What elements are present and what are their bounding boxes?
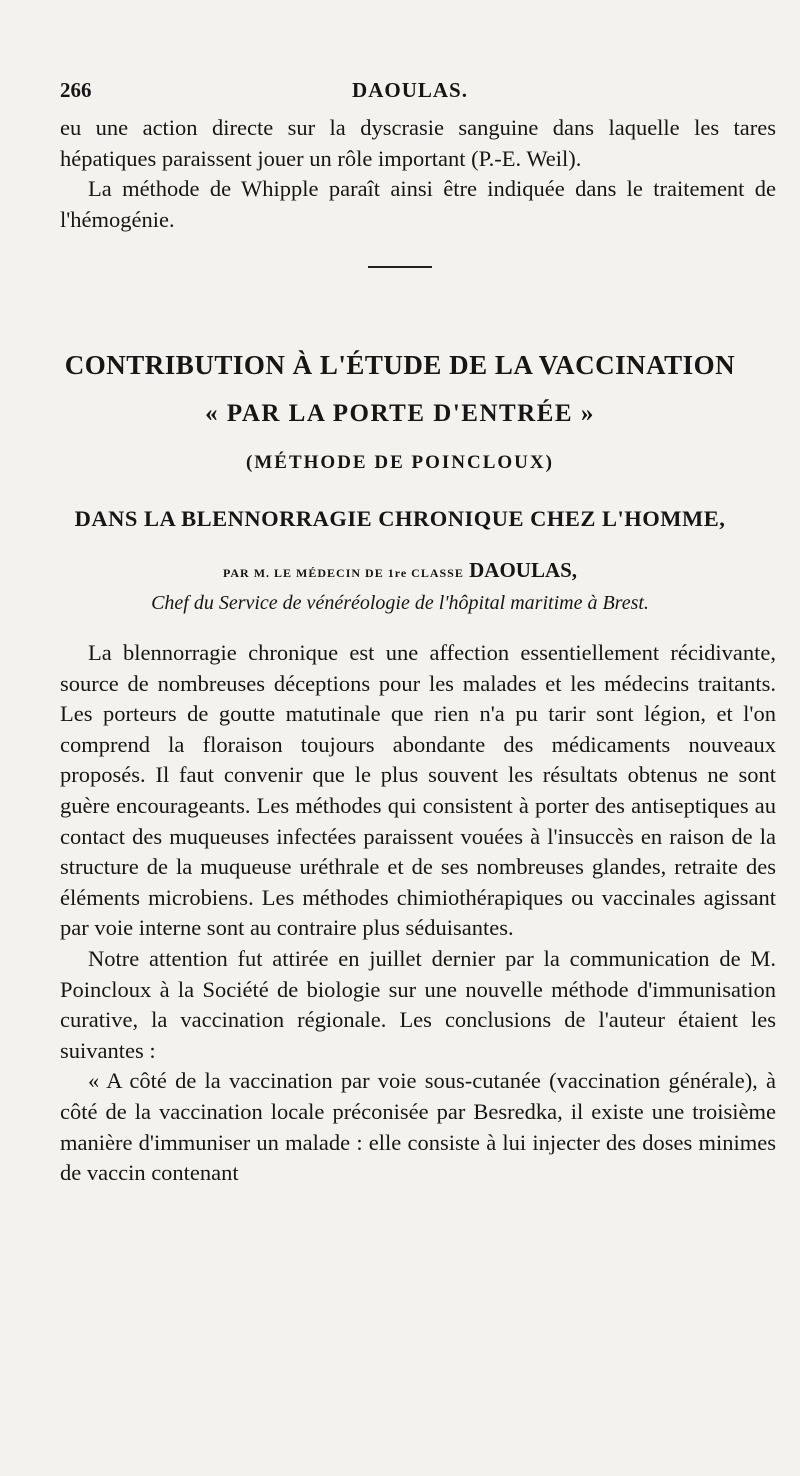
section-divider [368, 266, 432, 268]
body-paragraph: « A côté de la vaccination par voie sous-cutanée (vaccination générale), à côté de la vaccination locale préconisée par Besredka, il existe une troisième manière d'immuniser un malade : elle consiste à lui injecter des doses minimes de vaccin contenant [60, 1068, 776, 1186]
continuation-paragraph: La méthode de Whipple paraît ainsi être indiquée dans le traitement de l'hémogénie. [60, 176, 776, 232]
body-paragraph: Notre attention fut attirée en juillet dernier par la communication de M. Poincloux à la Société de biologie sur une nouvelle méthode d'immunisation curative, la vaccination régionale. Les conclusions de l'auteur étaient les suivantes : [60, 945, 776, 1063]
article-title-line-4: DANS LA BLENNORRAGIE CHRONIQUE CHEZ L'HOMME, [74, 506, 726, 531]
author-name: DAOULAS, [469, 558, 578, 582]
article-body [60, 638, 776, 1189]
body-paragraph: La blennorragie chronique est une affection essentiellement récidivante, source de nombreuses déceptions pour les malades et les médecins traitants. Les porteurs de goutte matutinale que rien n'a pu tarir sont légion, et l'on comprend la floraison toujours abondante des médicaments nouveaux proposés. Il faut convenir que le plus souvent les résultats obtenus ne sont guère encourageants. Les méthodes qui consistent à porter des antiseptiques au contact des muqueuses infectées paraissent vouées à l'insuccès en raison de la structure de la muqueuse uréthrale et de ses nombreuses glandes, retraite des éléments microbiens. Les méthodes chimiothérapiques ou vaccinales agissant par voie interne sont au contraire plus séduisantes. [60, 640, 776, 941]
author-affiliation: Chef du Service de vénéréologie de l'hôpital maritime à Brest. [151, 592, 649, 614]
article-title-line-2: « PAR LA PORTE D'ENTRÉE » [205, 400, 595, 427]
article-title-line-1: CONTRIBUTION À L'ÉTUDE DE LA VACCINATION [64, 350, 736, 380]
continuation-text [60, 113, 776, 235]
running-title: DAOULAS. [352, 78, 468, 102]
page-number: 266 [60, 78, 92, 102]
running-header [60, 78, 760, 108]
continuation-paragraph: eu une action directe sur la dyscrasie sanguine dans laquelle les tares hépatiques paraissent jouer un rôle important (P.-E. Weil). [60, 115, 776, 171]
article-title-line-3: (MÉTHODE DE POINCLOUX) [246, 452, 554, 473]
author-line [40, 558, 760, 583]
author-prefix: PAR M. LE MÉDECIN DE 1re CLASSE [222, 566, 464, 580]
